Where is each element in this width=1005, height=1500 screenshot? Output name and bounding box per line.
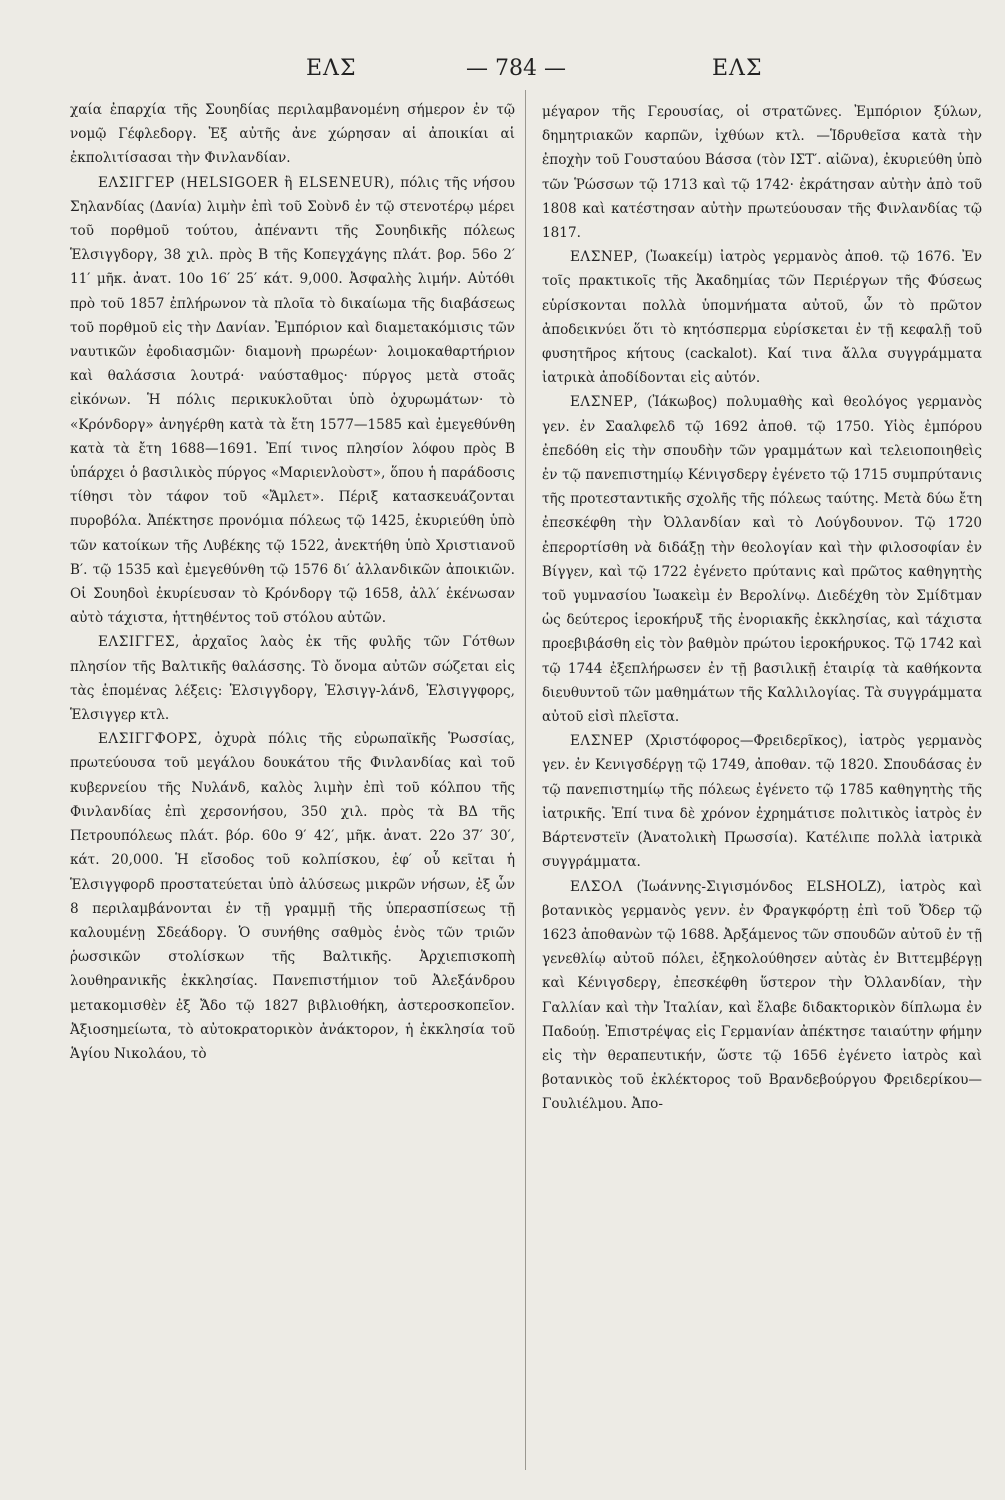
entry-text: (Ἰάκωβος) πολυμαθὴς καὶ θεολόγος γερμανὸς γεν. ἐν Σααλφελδ τῷ 1692 ἀποθ. τῷ 1750. Υἱὸς ἐμπόρου ἐπεδόθη εἰς τὴν σπουδὴν τῶν γραμμάτων καὶ τελειοποιηθεὶς ἐν τῷ πανεπιστημίῳ Κένιγσδεργ ἐγένετο τῷ 1715 συμπρύτανις τῆς προτεσταντικῆς σχολῆς τῆς πόλεως ταύτης. Μετὰ δύω ἔτη ἐπεσκέφθη τὴν Ὀλλανδίαν καὶ τὸ Λούγδουνον. Τῷ 1720 ἐπερορτίσθη νὰ διδάξῃ τὴν θεολογίαν καὶ τὴν φιλοσοφίαν ἐν Βίγγεν, καὶ τῷ 1722 ἐγένετο πρύτανις καὶ πρῶτος καθηγητὴς τοῦ γυμνασίου Ἰωακεὶμ ἐν Βερολίνῳ. Διεδέχθη τὸν Σμίδτμαν ὡς δεύτερος ἱεροκήρυξ τῆς ἐνοριακῆς ἐκκλησίας, καὶ τάχιστα προεβιβάσθη εἰς τὸν βαθμὸν πρώτου ἱεροκήρυκος. Τῷ 1742 καὶ τῷ 1744 ἐξεπλήρωσεν ἐν τῇ βασιλικῇ ἑταιρίᾳ τὰ καθήκοντα διευθυντοῦ τῶν μαθημάτων τῆς Καλλιλογίας. Τὰ συγγράμματα αὐτοῦ εἰσὶ πλεῖστα. — [542, 394, 982, 726]
dictionary-entry — [70, 630, 515, 727]
running-head-right: ΕΛΣ — [712, 56, 763, 81]
dictionary-entry — [542, 729, 982, 874]
entry-headword: ΕΛΣΙΓΓΦΟΡΣ, — [98, 731, 203, 748]
entry-headword: ΕΛΣΙΓΓΕΣ, — [98, 634, 180, 651]
entry-text: (Χριστόφορος—Φρειδερῖκος), ἰατρὸς γερμανὸς γεν. ἐν Κενιγσδέργῃ τῷ 1749, ἀποθαν. τῷ 1820. Σπουδάσας ἐν τῷ πανεπιστημίῳ τῆς πόλεως ἐγένετο τῷ 1785 καθηγητὴς τῆς ἰατρικῆς. Ἐπί τινα δὲ χρόνον ἐχρημάτισε πολιτικὸς ἰατρὸς ἐν Βάρτενστεϊν (Ἀνατολικὴ Πρωσσία). Κατέλιπε πολλὰ ἰατρικὰ συγγράμματα. — [542, 733, 982, 871]
entry-text: (Ἰωάννης-Σιγισμόνδος ELSHOLZ), ἰατρὸς καὶ βοτανικὸς γερμανὸς γενν. ἐν Φραγκφόρτῃ ἐπὶ τοῦ Ὄδερ τῷ 1623 ἀποθανὼν τῷ 1688. Ἀρξάμενος τῶν σπουδῶν αὐτοῦ ἐν τῇ γενεθλίῳ αὐτοῦ πόλει, ἐξηκολούθησεν αὐτὰς ἐν Βιττεμβέργῃ καὶ Κένιγσδεργ, ἐπεσκέφθη ὕστερον τὴν Ὀλλανδίαν, τὴν Γαλλίαν καὶ τὴν Ἰταλίαν, καὶ ἔλαβε διδακτορικὸν δίπλωμα ἐν Παδούῃ. Ἐπιστρέψας εἰς Γερμανίαν ἀπέκτησε ταιαύτην φήμην εἰς τὴν θεραπευτικήν, ὥστε τῷ 1656 ἐγένετο ἰατρὸς καὶ βοτανικὸς τοῦ ἐκλέκτορος τοῦ Βρανδεβούργου Φρειδερίκου—Γουλιέλμου. Ἀπο- — [542, 878, 982, 1113]
dictionary-entry — [70, 727, 515, 1066]
entry-text: πόλις τῆς νήσου Σηλανδίας (Δανία) λιμὴν ἐπὶ τοῦ Σοὺνδ ἐν τῷ στενοτέρῳ μέρει τοῦ πορθμοῦ τούτου, ἀπέναντι τῆς Σουηδικῆς πόλεως Ἑλσιγγδοργ, 38 χιλ. πρὸς Β τῆς Κοπεγχάγης πλάτ. βορ. 56ο 2′ 11′ μῆκ. ἀνατ. 10ο 16′ 25′ κάτ. 9,000. Ἀσφαλὴς λιμήν. Αὐτόθι πρὸ τοῦ 1857 ἐπλήρωνον τὰ πλοῖα τὸ δικαίωμα τῆς διαβάσεως τοῦ πορθμοῦ εἰς τὴν Δανίαν. Ἐμπόριον καὶ διαμετακόμισις τῶν ναυτικῶν ἐφοδιασμῶν· διαμονὴ πρωρέων· λοιμοκαθαρτήριον καὶ θαλάσσια λουτρά· ναύσταθμος· πύργος μετὰ στοᾶς εἰκόνων. Ἡ πόλις περικυκλοῦται ὑπὸ ὀχυρωμάτων· τὸ «Κρόνδοργ» ἀνηγέρθη κατὰ τὰ ἔτη 1577—1585 καὶ ἐμεγεθύνθη κατὰ τὰ ἔτη 1688—1691. Ἐπί τινος πλησίον λόφου πρὸς Β ὑπάρχει ὁ βασιλικὸς πύργος «Μαριενλοὺστ», ὅπου ἡ παράδοσις τίθησι τὸν τάφον τοῦ «Ἄμλετ». Πέριξ κατασκευάζονται πυροβόλα. Ἀπέκτησε προνόμια πόλεως τῷ 1425, ἐκυριεύθη ὑπὸ τῶν κατοίκων τῆς Λυβέκης τῷ 1522, ἀνεκτήθη ὑπὸ Χριστιανοῦ Β′. τῷ 1535 καὶ ἐμεγεθύνθη τῷ 1576 δι′ ἀλλανδικῶν ἀποικιῶν. Οἱ Σουηδοὶ ἐκυρίευσαν τὸ Κρόνδοργ τῷ 1658, ἀλλ′ ἐκένωσαν αὐτὸ τάχιστα, ἡττηθέντος τοῦ στόλου αὐτῶν. — [70, 174, 515, 627]
entry-headword: ΕΛΣΝΕΡ, — [570, 394, 639, 411]
entry-headword: ΕΛΣΝΕΡ, — [570, 249, 639, 266]
page-number: — 784 — — [466, 56, 566, 81]
dictionary-entry — [70, 171, 515, 631]
entry-text: ὀχυρὰ πόλις τῆς εὐρωπαϊκῆς Ῥωσσίας, πρωτεύουσα τοῦ μεγάλου δουκάτου τῆς Φινλανδίας καὶ τοῦ κυβερνείου τῆς Νυλάνδ, καλὸς λιμὴν ἐπὶ τοῦ κόλπου τῆς Φινλανδίας ἐπὶ χερσονήσου, 350 χιλ. πρὸς τὰ ΒΔ τῆς Πετρουπόλεως πλάτ. βόρ. 60ο 9′ 42′, μῆκ. ἀνατ. 22ο 37′ 30′, κάτ. 20,000. Ἡ εἴσοδος τοῦ κολπίσκου, ἐφ′ οὗ κεῖται ἡ Ἑλσιγγφορδ προστατεύεται ὑπὸ ἁλύσεως μικρῶν νήσων, ἐξ ὧν 8 περιλαμβάνονται ἐν τῇ γραμμῇ τῆς ὑπερασπίσεως τῇ καλουμένῃ Σδεάδοργ. Ὁ συνήθης σαθμὸς ἑνὸς τῶν τριῶν ῥωσσικῶν στολίσκων τῆς Βαλτικῆς. Ἀρχιεπισκοπὴ λουθηρανικῆς ἐκκλησίας. Πανεπιστήμιον τοῦ Ἀλεξάνδρου μετακομισθὲν ἐξ Ἄδο τῷ 1827 βιβλιοθήκη, ἀστεροσκοπεῖον. Ἀξιοσημείωτα, τὸ αὐτοκρατορικὸν ἀνάκτορον, ἡ ἐκκλησία τοῦ Ἁγίου Νικολάου, τὸ — [70, 731, 515, 1062]
right-column — [542, 100, 982, 1117]
entry-headword: ΕΛΣΙΓΓΕΡ (HELSIGOER ἢ ELSENEUR), — [98, 174, 395, 191]
continued-text — [542, 100, 982, 245]
entry-text: (Ἰωακείμ) ἰατρὸς γερμανὸς ἀποθ. τῷ 1676. Ἐν τοῖς πρακτικοῖς τῆς Ἀκαδημίας τῶν Περιέργων τῆς Φύσεως εὑρίσκονται πολλὰ ὑπομνήματα αὐτοῦ, ὧν τὸ πρῶτον ἀποδεικνύει ὅτι τὸ κητόσπερμα εὑρίσκεται ἐν τῇ κεφαλῇ τοῦ φυσητῆρος κήτους (cackalot). Καί τινα ἄλλα συγγράμματα ἰατρικὰ ἀποδίδονται εἰς αὐτόν. — [542, 249, 982, 387]
dictionary-entry — [542, 875, 982, 1117]
entry-headword: ΕΛΣΝΕΡ — [570, 733, 634, 750]
column-divider — [525, 90, 526, 1470]
entry-headword: ΕΛΣΟΛ — [570, 878, 623, 895]
continued-text — [70, 98, 515, 171]
entry-text: μέγαρον τῆς Γερουσίας, οἱ στρατῶνες. Ἐμπόριον ξύλων, δημητριακῶν καρπῶν, ἰχθύων κτλ. —Ἱδρυθεῖσα κατὰ τὴν ἐποχὴν τοῦ Γουσταύου Βάσσα (τὸν ΙΣΤ′. αἰῶνα), ἐκυριεύθη ὑπὸ τῶν Ῥώσσων τῷ 1713 καὶ τῷ 1742· ἐκράτησαν αὐτὴν ἀπὸ τοῦ 1808 καὶ κατέστησαν αὐτὴν πρωτεύουσαν τῆς Φινλανδίας τῷ 1817. — [542, 104, 982, 242]
dictionary-entry — [542, 245, 982, 390]
left-column — [70, 98, 515, 1066]
entry-text: χαία ἐπαρχία τῆς Σουηδίας περιλαμβανομένη σήμερον ἐν τῷ νομῷ Γέφλεδοργ. Ἐξ αὐτῆς ἀνε χώρησαν αἱ ἀποικίαι αἱ ἐκπολιτίσασαι τὴν Φινλανδίαν. — [70, 102, 515, 167]
entry-text: ἀρχαῖος λαὸς ἐκ τῆς φυλῆς τῶν Γότθων πλησίον τῆς Βαλτικῆς θαλάσσης. Τὸ ὄνομα αὐτῶν σώζεται εἰς τὰς ἑπομένας λέξεις: Ἑλσιγγδοργ, Ἑλσιγγ-λάνδ, Ἑλσιγγφορς, Ἑλσιγγερ κτλ. — [70, 634, 515, 724]
dictionary-entry — [542, 390, 982, 729]
page-header — [0, 56, 1005, 92]
running-head-left: ΕΛΣ — [306, 56, 357, 81]
